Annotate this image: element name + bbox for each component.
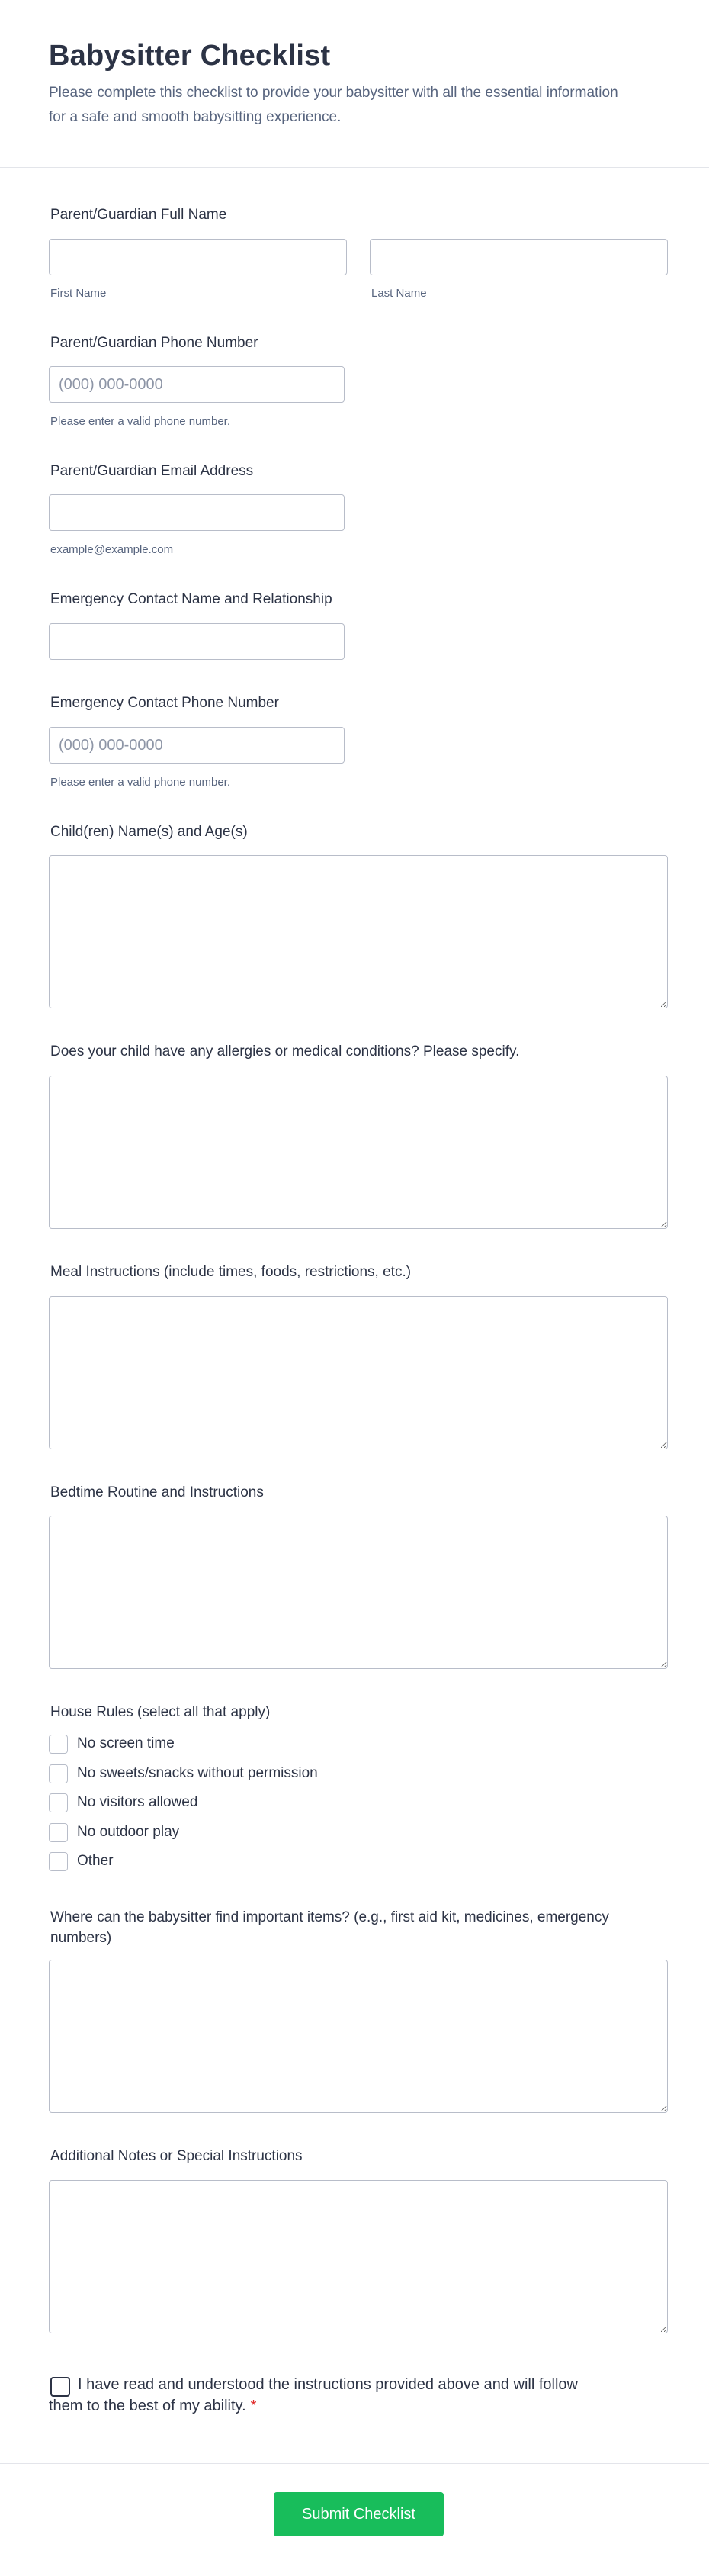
house-rule-option[interactable]: [49, 1733, 175, 1754]
children-textarea[interactable]: [49, 855, 668, 1008]
house-rule-option-label: No screen time: [77, 1735, 175, 1751]
house-rule-option[interactable]: [49, 1851, 114, 1872]
notes-label: Additional Notes or Special Instructions: [50, 2148, 303, 2164]
house-rule-option[interactable]: [49, 1792, 197, 1813]
meals-textarea[interactable]: [49, 1296, 668, 1449]
children-label: Child(ren) Name(s) and Age(s): [50, 824, 248, 840]
consent-text: I have read and understood the instructions provided above and will follow them to the best of my ability.: [49, 2376, 578, 2414]
house-rule-option-label: No visitors allowed: [77, 1794, 198, 1810]
required-mark: *: [250, 2398, 257, 2414]
allergies-textarea[interactable]: [49, 1076, 668, 1229]
checkbox[interactable]: [49, 1823, 68, 1842]
checkbox[interactable]: [49, 1735, 68, 1754]
notes-textarea[interactable]: [49, 2180, 668, 2333]
parent-phone-hint: Please enter a valid phone number.: [50, 415, 230, 428]
checkbox[interactable]: [49, 1852, 68, 1871]
checkbox[interactable]: [49, 1764, 68, 1783]
allergies-label: Does your child have any allergies or medical conditions? Please specify.: [50, 1044, 520, 1060]
bedtime-label: Bedtime Routine and Instructions: [50, 1484, 264, 1500]
submit-button[interactable]: Submit Checklist: [274, 2492, 444, 2536]
parent-phone-input[interactable]: [49, 366, 345, 403]
emergency-phone-input[interactable]: [49, 727, 345, 764]
important-items-textarea[interactable]: [49, 1960, 668, 2113]
last-name-sublabel: Last Name: [371, 287, 427, 300]
last-name-input[interactable]: [370, 239, 668, 275]
house-rules-label: House Rules (select all that apply): [50, 1704, 271, 1720]
emergency-phone-label: Emergency Contact Phone Number: [50, 695, 279, 711]
parent-name-label: Parent/Guardian Full Name: [50, 207, 227, 223]
first-name-sublabel: First Name: [50, 287, 107, 300]
house-rule-option-label: Other: [77, 1853, 114, 1869]
consent-statement: [49, 2374, 598, 2417]
important-items-label: Where can the babysitter find important items? (e.g., first aid kit, medicines, emergency numbers): [50, 1909, 609, 1946]
bedtime-textarea[interactable]: [49, 1516, 668, 1669]
checkbox[interactable]: [49, 1793, 68, 1812]
emergency-phone-hint: Please enter a valid phone number.: [50, 776, 230, 789]
page-title: Babysitter Checklist: [49, 40, 331, 72]
parent-email-input[interactable]: [49, 494, 345, 531]
parent-email-hint: example@example.com: [50, 543, 174, 556]
emergency-contact-input[interactable]: [49, 623, 345, 660]
parent-email-label: Parent/Guardian Email Address: [50, 463, 254, 479]
form-header: [0, 0, 709, 168]
house-rule-option[interactable]: [49, 1763, 318, 1784]
house-rule-option-label: No sweets/snacks without permission: [77, 1765, 318, 1781]
meals-label: Meal Instructions (include times, foods, restrictions, etc.): [50, 1264, 412, 1280]
first-name-input[interactable]: [49, 239, 347, 275]
page-subtitle: Please complete this checklist to provide your babysitter with all the essential information for a safe and smooth babysitting experience.: [49, 85, 618, 125]
parent-phone-label: Parent/Guardian Phone Number: [50, 335, 258, 351]
house-rule-option-label: No outdoor play: [77, 1824, 180, 1840]
house-rule-option[interactable]: [49, 1822, 179, 1843]
emergency-contact-label: Emergency Contact Name and Relationship: [50, 591, 332, 607]
